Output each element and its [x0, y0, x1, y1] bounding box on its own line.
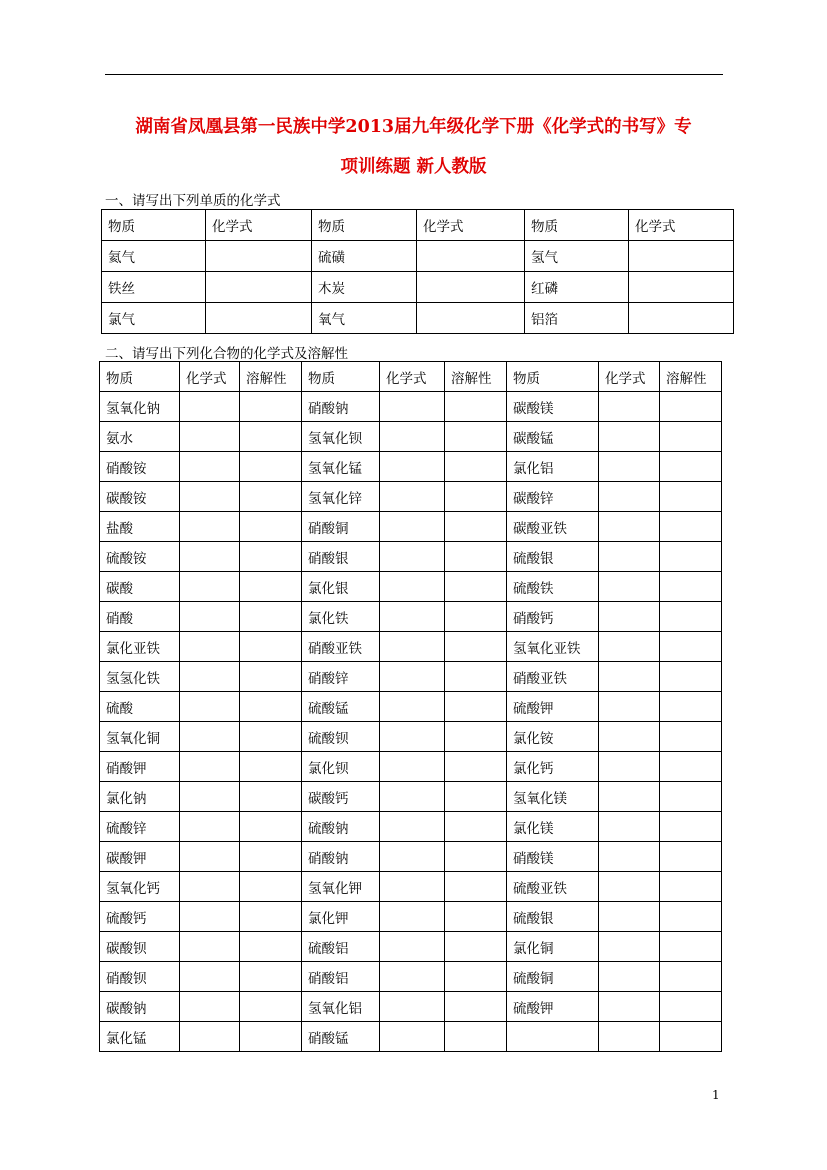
- answer-cell[interactable]: [660, 812, 722, 842]
- answer-cell[interactable]: [445, 392, 507, 422]
- answer-cell[interactable]: [445, 722, 507, 752]
- column-header: 化学式: [206, 210, 312, 241]
- answer-cell[interactable]: [660, 902, 722, 932]
- answer-cell[interactable]: [240, 632, 302, 662]
- table-row: [100, 872, 722, 902]
- table-row: [100, 512, 722, 542]
- answer-cell[interactable]: [660, 752, 722, 782]
- substance-cell: 氢氧化铝: [302, 992, 380, 1022]
- substance-cell: 硫酸银: [507, 902, 599, 932]
- table-row: [100, 722, 722, 752]
- answer-cell[interactable]: [445, 1022, 507, 1052]
- answer-cell[interactable]: [180, 902, 240, 932]
- answer-cell[interactable]: [240, 482, 302, 512]
- answer-cell[interactable]: [180, 662, 240, 692]
- answer-cell[interactable]: [445, 872, 507, 902]
- answer-cell[interactable]: [380, 392, 445, 422]
- answer-cell[interactable]: [206, 303, 312, 334]
- answer-cell[interactable]: [445, 842, 507, 872]
- substance-cell: 氧气: [312, 303, 417, 334]
- substance-cell: 氯化钠: [100, 782, 180, 812]
- answer-cell[interactable]: [599, 692, 660, 722]
- answer-cell[interactable]: [240, 902, 302, 932]
- answer-cell[interactable]: [240, 812, 302, 842]
- substance-cell: 铁丝: [102, 272, 206, 303]
- answer-cell[interactable]: [240, 692, 302, 722]
- substance-cell: 碳酸锰: [507, 422, 599, 452]
- substance-cell: 硫酸钾: [507, 692, 599, 722]
- answer-cell[interactable]: [240, 962, 302, 992]
- answer-cell[interactable]: [180, 992, 240, 1022]
- substance-cell: 碳酸: [100, 572, 180, 602]
- substance-cell: 碳酸钡: [100, 932, 180, 962]
- page-number: 1: [712, 1088, 720, 1102]
- substance-cell: 氢氧化钾: [302, 872, 380, 902]
- table-row: [100, 932, 722, 962]
- column-header: 化学式: [417, 210, 525, 241]
- substance-cell: 氯化镁: [507, 812, 599, 842]
- substance-cell: 碳酸锌: [507, 482, 599, 512]
- answer-cell[interactable]: [660, 422, 722, 452]
- table-row: [102, 241, 734, 272]
- substance-cell: 硫酸钙: [100, 902, 180, 932]
- substance-cell: 碳酸钙: [302, 782, 380, 812]
- substance-cell: 氢氢化铁: [100, 662, 180, 692]
- answer-cell[interactable]: [599, 842, 660, 872]
- answer-cell[interactable]: [380, 962, 445, 992]
- column-header: 物质: [102, 210, 206, 241]
- substance-cell: 硫酸钡: [302, 722, 380, 752]
- column-header: 物质: [507, 362, 599, 392]
- table-row: [102, 303, 734, 334]
- document-title-line-2: 项训练题 新人教版: [340, 157, 487, 177]
- answer-cell[interactable]: [629, 241, 734, 272]
- substance-cell: 氯化钙: [507, 752, 599, 782]
- answer-cell[interactable]: [380, 842, 445, 872]
- substance-cell: 硝酸铝: [302, 962, 380, 992]
- substance-cell: [507, 1022, 599, 1052]
- substance-cell: 硝酸钠: [302, 392, 380, 422]
- column-header: 化学式: [599, 362, 660, 392]
- answer-cell[interactable]: [180, 812, 240, 842]
- header-row: [100, 362, 722, 392]
- answer-cell[interactable]: [180, 482, 240, 512]
- answer-cell[interactable]: [240, 512, 302, 542]
- document-title-line-1: 湖南省凤凰县第一民族中学2013届九年级化学下册《化学式的书写》专: [135, 117, 692, 137]
- substance-cell: 氢氧化锌: [302, 482, 380, 512]
- answer-cell[interactable]: [599, 752, 660, 782]
- substance-cell: 氯化铁: [302, 602, 380, 632]
- answer-cell[interactable]: [180, 692, 240, 722]
- substance-cell: 碳酸铵: [100, 482, 180, 512]
- answer-cell[interactable]: [660, 842, 722, 872]
- answer-cell[interactable]: [660, 602, 722, 632]
- answer-cell[interactable]: [660, 692, 722, 722]
- answer-cell[interactable]: [445, 542, 507, 572]
- substance-cell: 氯气: [102, 303, 206, 334]
- answer-cell[interactable]: [240, 662, 302, 692]
- table-row: [100, 692, 722, 722]
- substance-cell: 硫酸银: [507, 542, 599, 572]
- answer-cell[interactable]: [180, 722, 240, 752]
- substance-cell: 硫酸钾: [507, 992, 599, 1022]
- answer-cell[interactable]: [180, 632, 240, 662]
- table-row: [100, 992, 722, 1022]
- answer-cell[interactable]: [240, 872, 302, 902]
- table-row: [100, 752, 722, 782]
- answer-cell[interactable]: [180, 452, 240, 482]
- substance-cell: 氯化钾: [302, 902, 380, 932]
- column-header: 化学式: [180, 362, 240, 392]
- column-header: 物质: [312, 210, 417, 241]
- substance-cell: 硝酸钾: [100, 752, 180, 782]
- answer-cell[interactable]: [660, 1022, 722, 1052]
- answer-cell[interactable]: [380, 722, 445, 752]
- column-header: 物质: [100, 362, 180, 392]
- answer-cell[interactable]: [240, 452, 302, 482]
- substance-cell: 氯化钡: [302, 752, 380, 782]
- answer-cell[interactable]: [660, 632, 722, 662]
- answer-cell[interactable]: [380, 932, 445, 962]
- substance-cell: 硫酸锌: [100, 812, 180, 842]
- answer-cell[interactable]: [445, 752, 507, 782]
- answer-cell[interactable]: [417, 241, 525, 272]
- answer-cell[interactable]: [180, 752, 240, 782]
- table-row: [100, 812, 722, 842]
- answer-cell[interactable]: [445, 992, 507, 1022]
- table-row: [100, 542, 722, 572]
- substance-cell: 氢氧化钡: [302, 422, 380, 452]
- substance-cell: 硝酸钡: [100, 962, 180, 992]
- answer-cell[interactable]: [599, 422, 660, 452]
- substance-cell: 硫酸铝: [302, 932, 380, 962]
- substance-cell: 硫酸亚铁: [507, 872, 599, 902]
- answer-cell[interactable]: [380, 1022, 445, 1052]
- answer-cell[interactable]: [180, 542, 240, 572]
- substance-cell: 碳酸钠: [100, 992, 180, 1022]
- answer-cell[interactable]: [380, 572, 445, 602]
- answer-cell[interactable]: [380, 782, 445, 812]
- answer-cell[interactable]: [599, 812, 660, 842]
- answer-cell[interactable]: [445, 602, 507, 632]
- answer-cell[interactable]: [180, 962, 240, 992]
- answer-cell[interactable]: [417, 303, 525, 334]
- answer-cell[interactable]: [660, 872, 722, 902]
- answer-cell[interactable]: [445, 692, 507, 722]
- substance-cell: 碳酸镁: [507, 392, 599, 422]
- answer-cell[interactable]: [417, 272, 525, 303]
- substance-cell: 氢氧化钠: [100, 392, 180, 422]
- column-header: 化学式: [380, 362, 445, 392]
- table-row: [100, 422, 722, 452]
- answer-cell[interactable]: [445, 932, 507, 962]
- answer-cell[interactable]: [445, 782, 507, 812]
- substance-cell: 氦气: [102, 241, 206, 272]
- substance-cell: 硫酸锰: [302, 692, 380, 722]
- answer-cell[interactable]: [380, 992, 445, 1022]
- table-row: [100, 602, 722, 632]
- answer-cell[interactable]: [180, 422, 240, 452]
- answer-cell[interactable]: [660, 932, 722, 962]
- answer-cell[interactable]: [660, 512, 722, 542]
- substance-cell: 氢氧化锰: [302, 452, 380, 482]
- elements-table: [101, 209, 734, 334]
- answer-cell[interactable]: [660, 662, 722, 692]
- substance-cell: 硝酸铜: [302, 512, 380, 542]
- answer-cell[interactable]: [180, 1022, 240, 1052]
- substance-cell: 木炭: [312, 272, 417, 303]
- answer-cell[interactable]: [380, 602, 445, 632]
- answer-cell[interactable]: [660, 992, 722, 1022]
- answer-cell[interactable]: [240, 992, 302, 1022]
- answer-cell[interactable]: [599, 602, 660, 632]
- answer-cell[interactable]: [380, 482, 445, 512]
- answer-cell[interactable]: [599, 782, 660, 812]
- table-row: [100, 452, 722, 482]
- answer-cell[interactable]: [380, 542, 445, 572]
- answer-cell[interactable]: [660, 392, 722, 422]
- answer-cell[interactable]: [180, 602, 240, 632]
- answer-cell[interactable]: [599, 452, 660, 482]
- answer-cell[interactable]: [660, 782, 722, 812]
- answer-cell[interactable]: [240, 572, 302, 602]
- answer-cell[interactable]: [180, 782, 240, 812]
- answer-cell[interactable]: [660, 962, 722, 992]
- answer-cell[interactable]: [240, 602, 302, 632]
- answer-cell[interactable]: [599, 872, 660, 902]
- table-row: [100, 902, 722, 932]
- answer-cell[interactable]: [180, 392, 240, 422]
- substance-cell: 氢氧化镁: [507, 782, 599, 812]
- substance-cell: 氯化铜: [507, 932, 599, 962]
- substance-cell: 铝箔: [525, 303, 629, 334]
- substance-cell: 硫酸钠: [302, 812, 380, 842]
- substance-cell: 硫酸铁: [507, 572, 599, 602]
- answer-cell[interactable]: [180, 872, 240, 902]
- table-row: [100, 1022, 722, 1052]
- substance-cell: 硝酸钠: [302, 842, 380, 872]
- substance-cell: 硫酸铜: [507, 962, 599, 992]
- answer-cell[interactable]: [240, 722, 302, 752]
- substance-cell: 碳酸钾: [100, 842, 180, 872]
- answer-cell[interactable]: [660, 572, 722, 602]
- substance-cell: 氢氧化亚铁: [507, 632, 599, 662]
- answer-cell[interactable]: [445, 422, 507, 452]
- table-row: [100, 782, 722, 812]
- answer-cell[interactable]: [660, 482, 722, 512]
- compounds-table: [99, 361, 722, 1052]
- substance-cell: 硝酸: [100, 602, 180, 632]
- answer-cell[interactable]: [240, 422, 302, 452]
- answer-cell[interactable]: [445, 452, 507, 482]
- answer-cell[interactable]: [380, 632, 445, 662]
- table-row: [100, 632, 722, 662]
- table-row: [102, 272, 734, 303]
- substance-cell: 硝酸钙: [507, 602, 599, 632]
- answer-cell[interactable]: [180, 512, 240, 542]
- column-header: 溶解性: [445, 362, 507, 392]
- answer-cell[interactable]: [380, 422, 445, 452]
- substance-cell: 碳酸亚铁: [507, 512, 599, 542]
- answer-cell[interactable]: [180, 842, 240, 872]
- answer-cell[interactable]: [599, 962, 660, 992]
- column-header: 溶解性: [240, 362, 302, 392]
- answer-cell[interactable]: [206, 272, 312, 303]
- substance-cell: 红磷: [525, 272, 629, 303]
- substance-cell: 氯化银: [302, 572, 380, 602]
- substance-cell: 氢气: [525, 241, 629, 272]
- answer-cell[interactable]: [180, 572, 240, 602]
- answer-cell[interactable]: [445, 512, 507, 542]
- answer-cell[interactable]: [380, 872, 445, 902]
- substance-cell: 硝酸铵: [100, 452, 180, 482]
- column-header: 溶解性: [660, 362, 722, 392]
- answer-cell[interactable]: [206, 241, 312, 272]
- answer-cell[interactable]: [599, 722, 660, 752]
- header-row: [102, 210, 734, 241]
- table-row: [100, 572, 722, 602]
- answer-cell[interactable]: [599, 542, 660, 572]
- substance-cell: 硝酸锰: [302, 1022, 380, 1052]
- column-header: 物质: [302, 362, 380, 392]
- substance-cell: 氢氧化钙: [100, 872, 180, 902]
- table-row: [100, 662, 722, 692]
- table-row: [100, 842, 722, 872]
- substance-cell: 硝酸亚铁: [302, 632, 380, 662]
- answer-cell[interactable]: [380, 692, 445, 722]
- answer-cell[interactable]: [599, 992, 660, 1022]
- answer-cell[interactable]: [599, 392, 660, 422]
- substance-cell: 氢氧化铜: [100, 722, 180, 752]
- section-2-heading: 二、请写出下列化合物的化学式及溶解性: [105, 346, 348, 362]
- answer-cell[interactable]: [180, 932, 240, 962]
- substance-cell: 硫酸: [100, 692, 180, 722]
- answer-cell[interactable]: [599, 662, 660, 692]
- substance-cell: 硝酸锌: [302, 662, 380, 692]
- substance-cell: 硝酸镁: [507, 842, 599, 872]
- answer-cell[interactable]: [240, 752, 302, 782]
- substance-cell: 氯化亚铁: [100, 632, 180, 662]
- answer-cell[interactable]: [240, 1022, 302, 1052]
- substance-cell: 氯化铝: [507, 452, 599, 482]
- substance-cell: 硫磺: [312, 241, 417, 272]
- table-row: [100, 962, 722, 992]
- answer-cell[interactable]: [599, 932, 660, 962]
- table-row: [100, 482, 722, 512]
- answer-cell[interactable]: [660, 452, 722, 482]
- answer-cell[interactable]: [240, 782, 302, 812]
- substance-cell: 硝酸亚铁: [507, 662, 599, 692]
- answer-cell[interactable]: [380, 512, 445, 542]
- column-header: 化学式: [629, 210, 734, 241]
- answer-cell[interactable]: [599, 902, 660, 932]
- answer-cell[interactable]: [660, 542, 722, 572]
- section-1-heading: 一、请写出下列单质的化学式: [105, 193, 281, 209]
- answer-cell[interactable]: [240, 932, 302, 962]
- answer-cell[interactable]: [445, 902, 507, 932]
- answer-cell[interactable]: [240, 542, 302, 572]
- answer-cell[interactable]: [599, 512, 660, 542]
- substance-cell: 硝酸银: [302, 542, 380, 572]
- substance-cell: 氯化锰: [100, 1022, 180, 1052]
- answer-cell[interactable]: [629, 272, 734, 303]
- answer-cell[interactable]: [380, 812, 445, 842]
- answer-cell[interactable]: [380, 662, 445, 692]
- answer-cell[interactable]: [380, 752, 445, 782]
- substance-cell: 氯化铵: [507, 722, 599, 752]
- answer-cell[interactable]: [445, 662, 507, 692]
- answer-cell[interactable]: [445, 482, 507, 512]
- answer-cell[interactable]: [629, 303, 734, 334]
- column-header: 物质: [525, 210, 629, 241]
- answer-cell[interactable]: [445, 962, 507, 992]
- answer-cell[interactable]: [240, 842, 302, 872]
- answer-cell[interactable]: [380, 902, 445, 932]
- substance-cell: 盐酸: [100, 512, 180, 542]
- answer-cell[interactable]: [599, 482, 660, 512]
- answer-cell[interactable]: [240, 392, 302, 422]
- substance-cell: 硫酸铵: [100, 542, 180, 572]
- answer-cell[interactable]: [599, 632, 660, 662]
- header-rule: [105, 74, 723, 75]
- answer-cell[interactable]: [445, 812, 507, 842]
- table-row: [100, 392, 722, 422]
- substance-cell: 氨水: [100, 422, 180, 452]
- answer-cell[interactable]: [599, 572, 660, 602]
- answer-cell[interactable]: [599, 1022, 660, 1052]
- answer-cell[interactable]: [660, 722, 722, 752]
- answer-cell[interactable]: [445, 632, 507, 662]
- answer-cell[interactable]: [445, 572, 507, 602]
- answer-cell[interactable]: [380, 452, 445, 482]
